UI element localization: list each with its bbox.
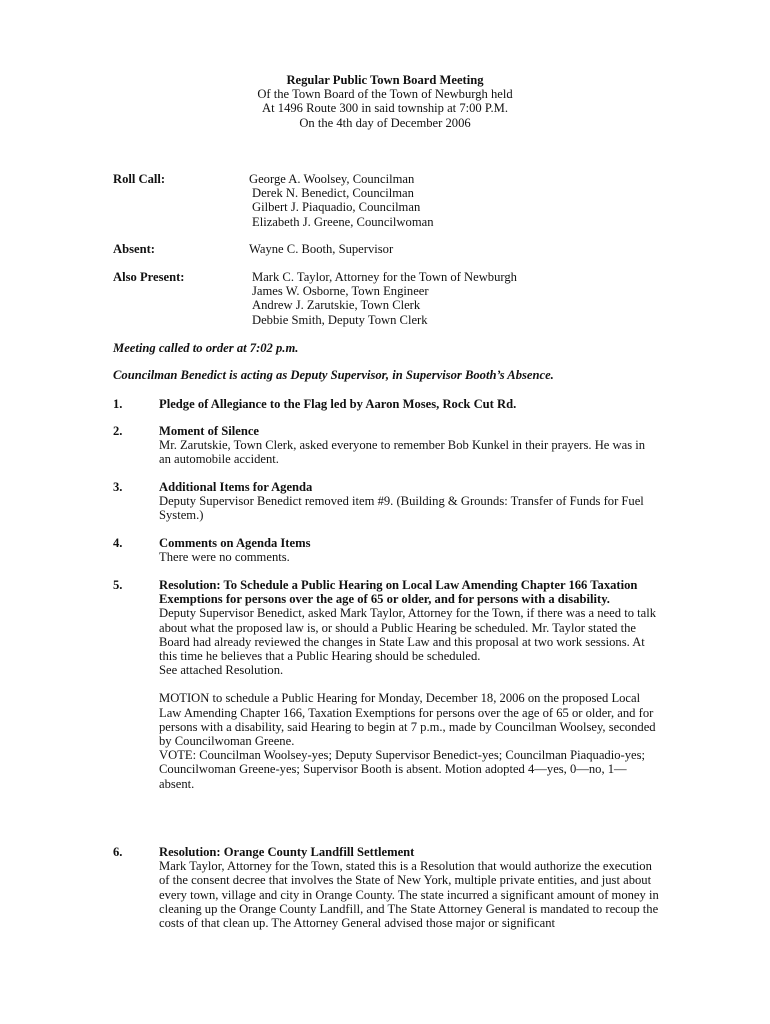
acting-supervisor-note: Councilman Benedict is acting as Deputy Supervisor, in Supervisor Booth’s Absence. [113, 368, 554, 382]
item-number: 5. [113, 578, 123, 592]
motion-text: MOTION to schedule a Public Hearing for Monday, December 18, 2006 on the proposed Local Law Amending Chapter 166, Taxation Exemptions for persons over the age of 65 or older, and for persons with a disability, said Hearing to begin at 7 p.m., made by Councilman Woolsey, seconded by Councilwoman Greene. [159, 691, 656, 749]
item-heading: Resolution: Orange County Landfill Settlement [159, 845, 415, 859]
item-text: Mark Taylor, Attorney for the Town, stated this is a Resolution that would authorize the execution of the consent decree that involves the State of New York, multiple private entities, and just about every town, village and city in Orange County. The state incurred a significant amount of money in cleaning up the Orange County Landfill, and The State Attorney General is mandated to recoup the costs of that clean up. The Attorney General advised those major or significant [159, 859, 659, 931]
item-text: Deputy Supervisor Benedict, asked Mark Taylor, Attorney for the Town, if there was a need to talk about what the proposed law is, or should a Public Hearing be scheduled. Mr. Taylor stated the Board had already reviewed the changes in State Law and this proposal at two work sessions. At this time he believes that a Public Hearing should be scheduled. [159, 606, 657, 664]
roll-call-member: Derek N. Benedict, Councilman [252, 186, 414, 201]
vote-text: VOTE: Councilman Woolsey-yes; Deputy Supervisor Benedict-yes; Councilman Piaquadio-yes; Councilwoman Greene-yes; Supervisor Booth is absent. Motion adopted 4—yes, 0—no, 1—absent. [159, 748, 645, 791]
item-text: Mr. Zarutskie, Town Clerk, asked everyone to remember Bob Kunkel in their prayers. He was in an automobile accident. [159, 438, 646, 467]
item-text-see-attached: See attached Resolution. [159, 663, 284, 678]
item-text: There were no comments. [159, 550, 290, 565]
also-present-member: James W. Osborne, Town Engineer [252, 284, 429, 299]
also-present-member: Andrew J. Zarutskie, Town Clerk [252, 298, 421, 313]
item-heading: Comments on Agenda Items [159, 536, 311, 550]
roll-call-label: Roll Call: [113, 172, 166, 186]
item-text: Deputy Supervisor Benedict removed item #9. (Building & Grounds: Transfer of Funds for Fuel System.) [159, 494, 644, 523]
absent-member: Wayne C. Booth, Supervisor [249, 242, 394, 256]
also-present-list [249, 270, 517, 327]
item-heading: Resolution: To Schedule a Public Hearing on Local Law Amending Chapter 166 Taxation Exemptions for persons over the age of 65 or older, and for persons with a disability. [159, 578, 638, 607]
item-body [159, 424, 659, 467]
meeting-title: Regular Public Town Board Meeting [286, 73, 484, 87]
absent-list [249, 242, 393, 256]
item-number: 4. [113, 536, 123, 550]
item-body [159, 397, 659, 411]
item-body [159, 578, 659, 791]
also-present-member: Debbie Smith, Deputy Town Clerk [252, 312, 428, 327]
item-body [159, 845, 659, 930]
header-line-3: On the 4th day of December 2006 [299, 115, 471, 130]
item-heading: Pledge of Allegiance to the Flag led by Aaron Moses, Rock Cut Rd. [159, 397, 517, 411]
item-heading: Moment of Silence [159, 424, 260, 438]
item-number: 3. [113, 480, 123, 494]
header-line-1: Of the Town Board of the Town of Newburgh held [257, 87, 513, 102]
roll-call-list [249, 172, 434, 229]
roll-call-member: George A. Woolsey, Councilman [249, 172, 415, 186]
absent-label: Absent: [113, 242, 155, 256]
item-body [159, 536, 659, 564]
called-to-order-note: Meeting called to order at 7:02 p.m. [113, 341, 299, 355]
item-number: 6. [113, 845, 123, 859]
meeting-header [0, 73, 770, 130]
roll-call-member: Gilbert J. Piaquadio, Councilman [252, 200, 421, 215]
item-number: 2. [113, 424, 123, 438]
roll-call-member: Elizabeth J. Greene, Councilwoman [252, 214, 434, 229]
also-present-label: Also Present: [113, 270, 185, 284]
item-heading: Additional Items for Agenda [159, 480, 313, 494]
item-body [159, 480, 659, 523]
also-present-member: Mark C. Taylor, Attorney for the Town of Newburgh [252, 270, 517, 284]
header-line-2: At 1496 Route 300 in said township at 7:00 P.M. [262, 101, 508, 116]
item-number: 1. [113, 397, 123, 411]
